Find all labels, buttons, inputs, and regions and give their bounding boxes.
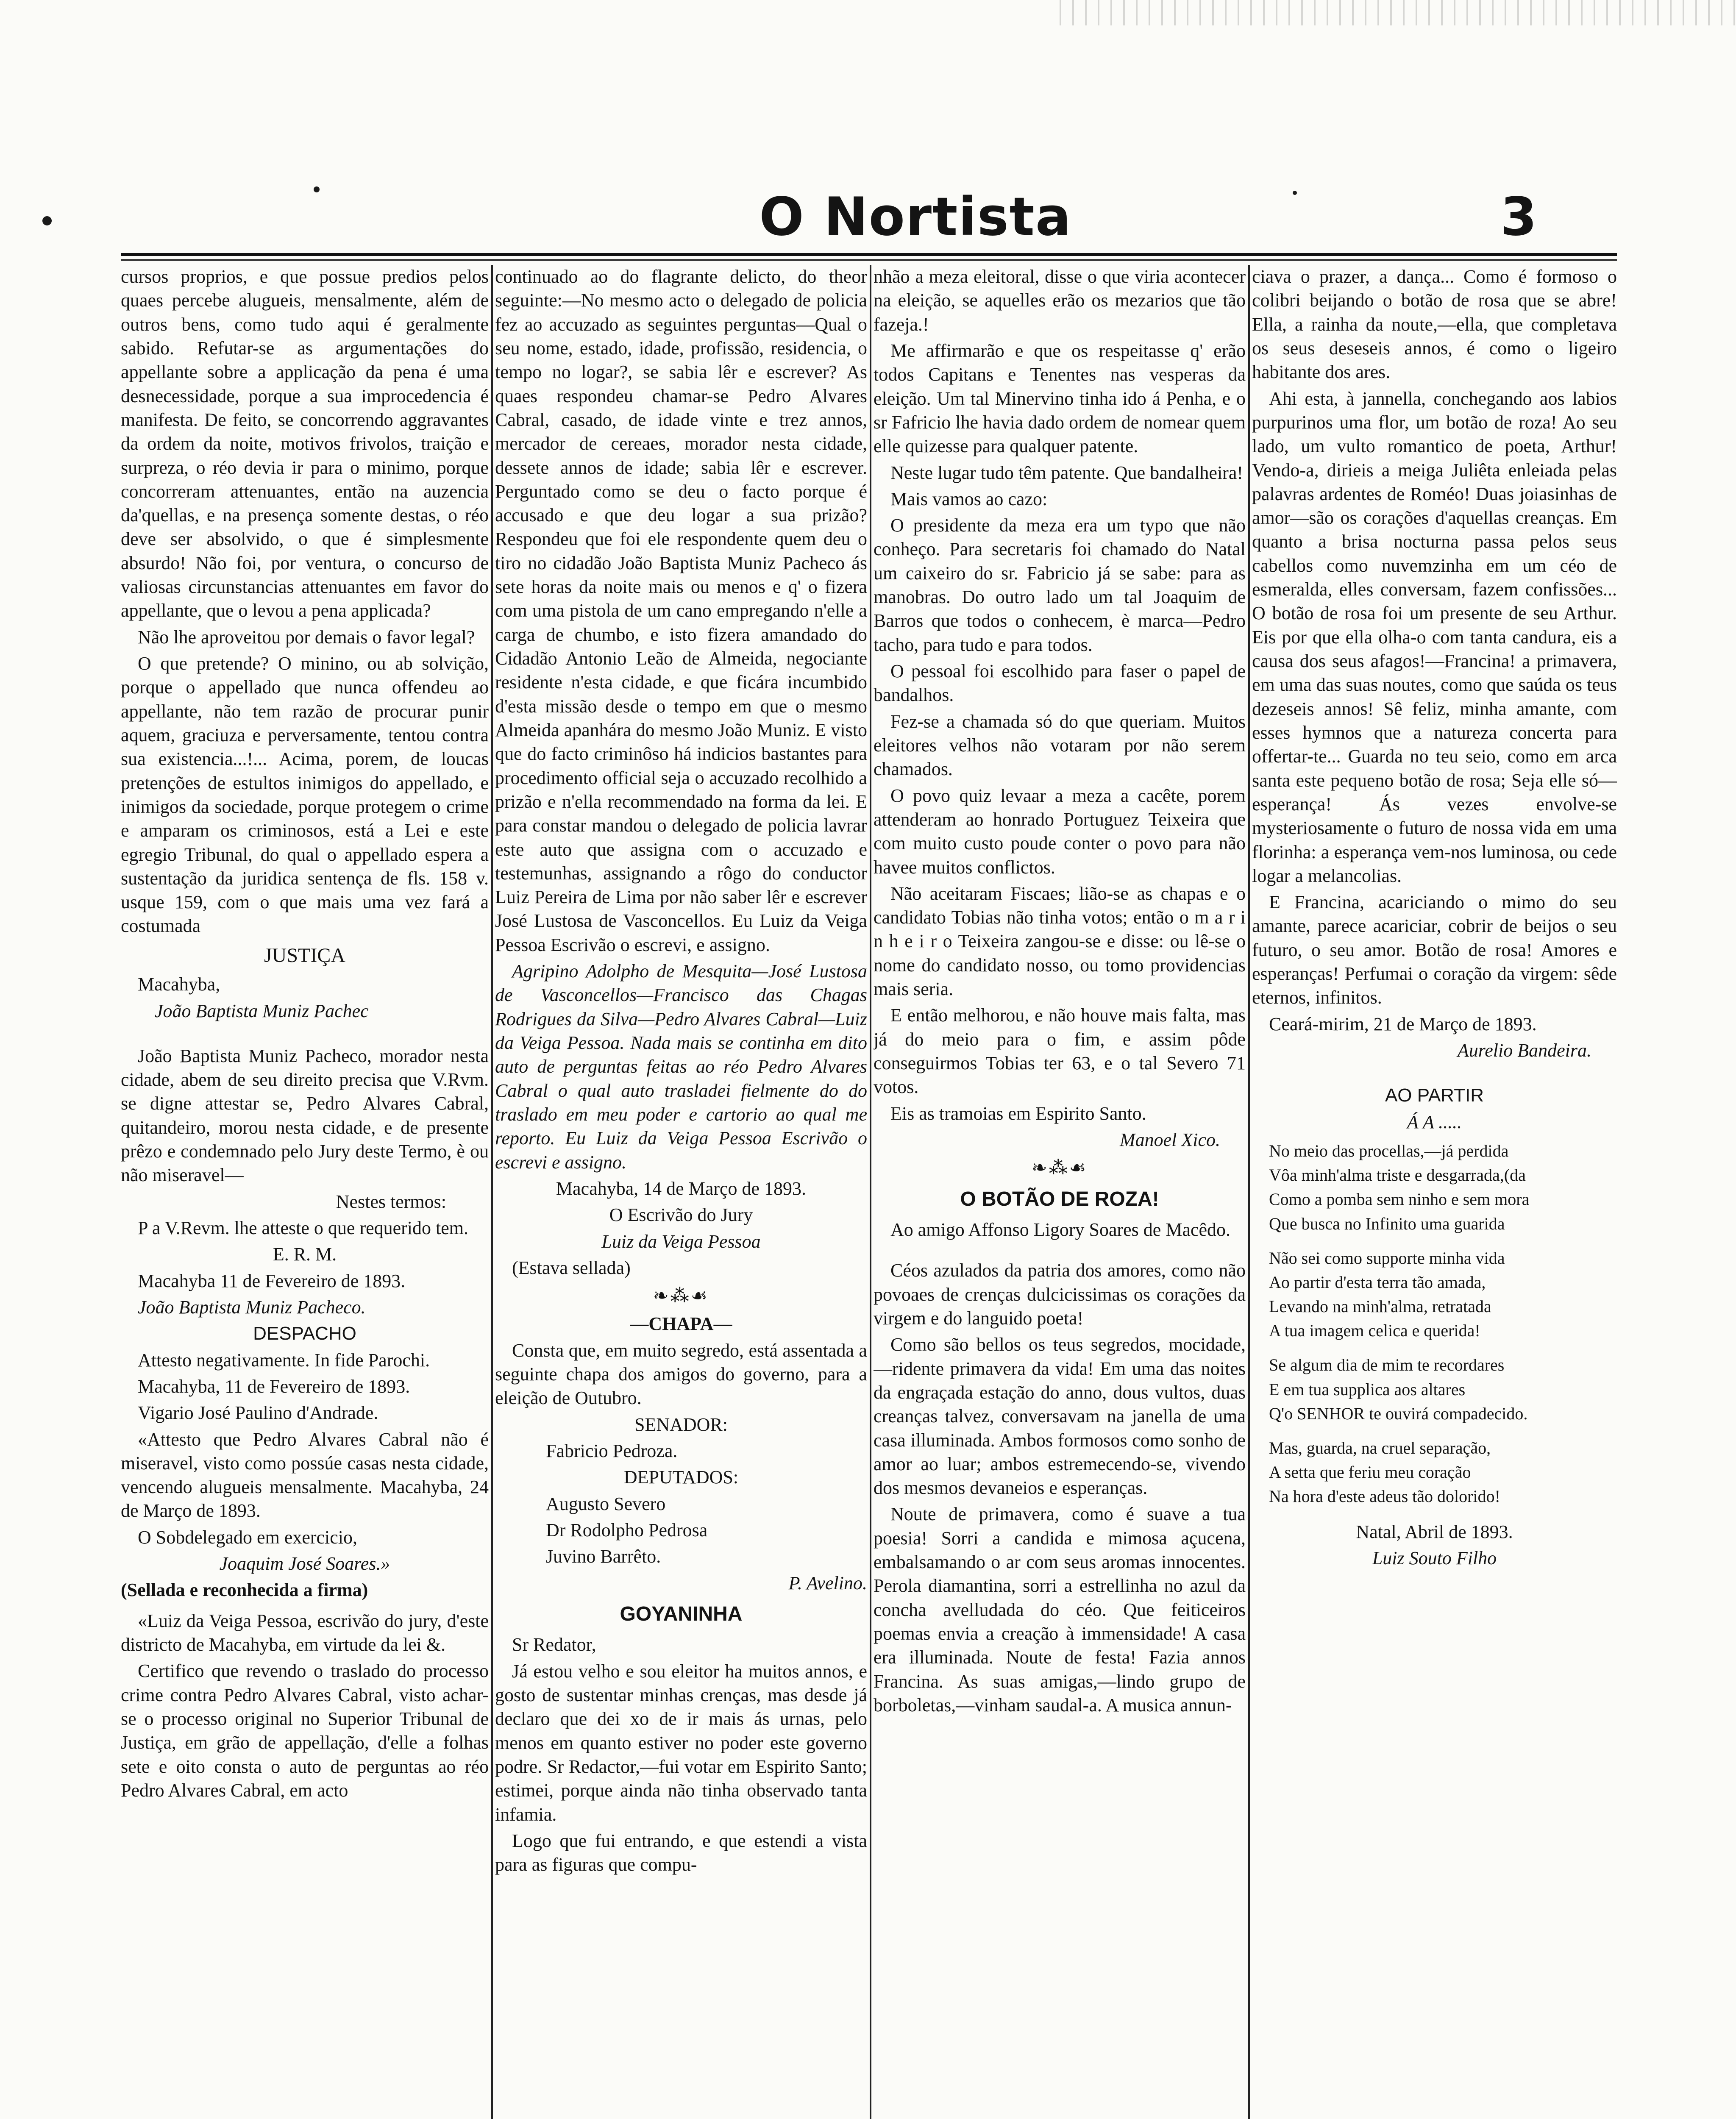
ao-partir-heading: AO PARTIR — [1385, 1085, 1484, 1106]
paragraph: O presidente da meza era um typo que não conheço. Para secretaris foi chamado do Natal um caixeiro do sr. Fabricio já se sabe: para as manobras. Do outro lado um tal Joaquim de Barros que todos o conhecem, è marca—Pedro tacho, para tudo e para todos. — [874, 515, 1246, 655]
goyaninha-heading: GOYANINHA — [620, 1602, 743, 1625]
paragraph: P a V.Revm. lhe atteste o que requerido tem. — [138, 1218, 469, 1238]
poem-line: A setta que feriu meu coração — [1269, 1463, 1471, 1482]
poem-line: Como a pomba sem ninho e sem mora — [1269, 1190, 1530, 1209]
paragraph: Céos azulados da patria dos amores, como não povoaes de crenças dulcicissimas os corações da virgem e do languido poeta! — [874, 1260, 1246, 1329]
column-divider — [870, 265, 871, 2119]
poem-line: Vôa minh'alma triste e desgarrada,(da — [1269, 1165, 1526, 1185]
signature: Luiz da Veiga Pessoa — [601, 1231, 761, 1252]
column-divider — [491, 265, 493, 2119]
masthead-rule — [121, 253, 1617, 256]
signature: Manoel Xico. — [1119, 1129, 1220, 1150]
newspaper-title: O Nortista — [759, 186, 1072, 247]
senador-label: SENADOR: — [634, 1414, 728, 1435]
vigario-line: Vigario José Paulino d'Andrade. — [138, 1402, 378, 1424]
justica-heading: JUSTIÇA — [264, 944, 346, 967]
poem-stanza — [1269, 1247, 1617, 1342]
poem-line: A tua imagem celica e querida! — [1269, 1321, 1480, 1340]
signature: João Baptista Muniz Pacheco. — [138, 1296, 366, 1318]
paragraph: Já estou velho e sou eleitor ha muitos annos, e gosto de sustentar minhas crenças, mas desde já declaro que dei xo de ir mais ás urnas, pelo menos em quanto estiver no poder este governo podre. Sr Redactor,—fui votar em Espirito Santo; estimei, porque ainda não tinha observado tanta infamia. — [495, 1660, 867, 1825]
paragraph: Neste lugar tudo têm patente. Que bandalheira! — [890, 462, 1244, 483]
poem-line: No meio das procellas,—já perdida — [1269, 1141, 1509, 1160]
erm-line: E. R. M. — [273, 1244, 337, 1265]
paragraph: João Baptista Muniz Pacheco, morador nesta cidade, abem de seu direito precisa que V.Rvm. se digne attestar se, Pedro Alvares Cabral, quitandeiro, morou nesta cidade, e de presente prêzo e condemnado pelo Jury deste Termo, è ou não miseravel— — [121, 1045, 489, 1186]
masthead-rule-thin — [121, 259, 1617, 261]
paragraph: Consta que, em muito segredo, está assentada a seguinte chapa dos amigos do governo, para a eleição de Outubro. — [495, 1340, 867, 1409]
poem-line: Que busca no Infinito uma guarida — [1269, 1214, 1505, 1233]
paragraph: Logo que fui entrando, e que estendi a vista para as figuras que compu- — [495, 1830, 867, 1875]
poem-line: Ao partir d'esta terra tão amada, — [1269, 1272, 1486, 1292]
escrivao-line: O Escrivão do Jury — [609, 1204, 753, 1226]
paragraph: nhão a meza eleitoral, disse o que viria acontecer na eleição, se aquelles erão os mezarios que tão fazeja.! — [874, 266, 1246, 335]
paragraph: Eis as tramoias em Espirito Santo. — [890, 1103, 1146, 1124]
paragraph: Como são bellos os teus segredos, mocidade,—ridente primavera da vida! Em uma das noites da engraçada estação do anno, dous vultos, duas creanças talvez, conversavam na janella de uma casa illuminada. Ambos formosos como sonho de amor ao luar; ambos estremecendo-se, vivendo dos mesmos devaneios e esperanças. — [874, 1334, 1246, 1499]
ornament-divider: ❧⁂☙ — [1031, 1157, 1088, 1179]
paragraph: Certifico que revendo o traslado do processo crime contra Pedro Alvares Cabral, visto achar-se o processo original no Superior Tribunal de Justiça, em grão de appellação, d'elle a folhas sete e oito consta o auto de perguntas ao réo Pedro Alvares Cabral, em acto — [121, 1660, 489, 1801]
senador-name: Fabricio Pedroza. — [546, 1440, 678, 1461]
signature: Luiz Souto Filho — [1372, 1547, 1497, 1568]
poem-line: Não sei como supporte minha vida — [1269, 1248, 1505, 1268]
deputado-name: Dr Rodolpho Pedrosa — [546, 1519, 708, 1541]
signature: P. Avelino. — [788, 1572, 867, 1593]
poem-stanza — [1269, 1437, 1617, 1507]
scan-noise-top — [1060, 0, 1736, 25]
paragraph: Ceará-mirim, 21 de Março de 1893. — [1269, 1013, 1537, 1034]
paragraph: Fez-se a chamada só do que queriam. Muitos eleitores velhos não votaram por não serem chamados. — [874, 711, 1246, 780]
column-4 — [1252, 265, 1617, 2119]
column-3 — [874, 265, 1246, 2119]
paragraph: Noute de primavera, como é suave a tua poesia! Sorri a candida e mimosa açucena, embalsamando o ar com seus aromas innocentes. Perola diamantina, sorri a estrellinha no azul da concha avelludada do céo. Que feiticeiros poemas envia a creação à immensidade! A casa era illuminada. Noute de festa! Fazia annos Francina. As suas amigas,—lindo grupo de borboletas,—vinham saudal-a. A musica annun- — [874, 1504, 1246, 1716]
botao-heading: O BOTÃO DE ROZA! — [960, 1187, 1159, 1210]
masthead — [0, 186, 1736, 259]
date-line: Macahyba, 11 de Fevereiro de 1893. — [138, 1376, 410, 1397]
signature: Joaquim José Soares.» — [219, 1553, 390, 1574]
estava-line: (Estava sellada) — [512, 1257, 631, 1278]
poem-line: E em tua supplica aos altares — [1269, 1379, 1466, 1399]
salutation: Sr Redator, — [512, 1634, 596, 1655]
paragraph: Mais vamos ao cazo: — [890, 488, 1048, 509]
paragraph: O povo quiz levaar a meza a cacête, porem attenderam ao honrado Portuguez Teixeira que com muito custo poude conter o povo para não havee muitos conflictos. — [874, 785, 1246, 878]
nestes-line: Nestes termos: — [336, 1191, 446, 1212]
dedication: Ao amigo Affonso Ligory Soares de Macêdo. — [890, 1219, 1231, 1240]
dedication: Á A ..... — [1407, 1111, 1462, 1132]
paragraph: O pessoal foi escolhido para faser o papel de bandalhos. — [874, 661, 1246, 706]
poem-stanza — [1269, 1140, 1617, 1235]
poem-stanza — [1269, 1354, 1617, 1424]
despacho-heading: DESPACHO — [253, 1323, 356, 1344]
poem-line: Se algum dia de mim te recordares — [1269, 1355, 1505, 1375]
deputado-name: Juvino Barrêto. — [546, 1546, 661, 1567]
signature: Aurelio Bandeira. — [1457, 1040, 1591, 1061]
paragraph: Ahi esta, à jannella, conchegando aos labios purpurinos uma flor, um botão de roza! Ao seu lado, um vulto romantico de poeta, Arthur! Vendo-a, dirieis a meiga Juliêta enleiada pelas palavras ardentes de Roméo! Duas joiasinhas de amor—são os corações d'aquellas creanças. Em quanto a brisa nocturna passa pelos seus cabellos como nuvemzinha em um céo de esmeralda, elles conversam, fazem confissões... O botão de rosa foi um presente de seu Arthur. Eis por que ella olha-o com tanta candura, eis a causa dos seus afagos!—Francina! a primavera, em uma das suas noutes, como que saúda os teus dezeseis annos! Sê feliz, minha amante, com esses hymnos que a natureza concerta para offertar-te... Guarda no teu seio, como em arca santa este pequeno botão de rosa; Seja elle só—esperança! Ás vezes envolve-se mysteriosamente o futuro de nossa vida em uma florinha: a esperança vem-nos luminosa, ou cede logar a melancolias. — [1252, 388, 1617, 886]
paragraph: continuado ao do flagrante delicto, do theor seguinte:—No mesmo acto o delegado de policia fez ao accuzado as seguintes perguntas—Qual o seu nome, estado, idade, profissão, residencia, o tempo no logar?, se sabia lêr e escrever? As quaes respondeu chamar-se Pedro Alvares Cabral, casado, de idade vinte e trez annos, mercador de cereaes, morador nesta cidade, dessete annos de idade; sabia lêr e escrever. Perguntado como se deu o facto porque é accusado e que deu logar a sua prizão? Respondeu que foi ele respondente quem deu o tiro no cidadão João Baptista Muniz Pacheco ás sete horas da noite mais ou menos e q' o fizera com uma pistola de um cano empregando n'elle a carga de chumbo, e isto fizera amandado do Cidadão Antonio Leão de Almeida, negociante residente n'esta cidade, e que ficára incumbido d'esta missão desde o tempo em que o mesmo Almeida apanhára do mesmo João Muniz. E visto que do facto criminôso há indicios bastantes para procedimento official seja o accuzado recolhido a prizão e n'ella recommendado na forma da lei. E para constar mandou o delegado de policia lavrar este auto que assigna com o accuzado e testemunhas, assignando a rôgo do conductor Luiz Pereira de Lima por não saber lêr e escrever José Lustosa de Vasconcellos. Eu Luiz da Veiga Pessoa Escrivão o escrevi, e assigno. — [495, 266, 867, 955]
paragraph: E então melhorou, e não houve mais falta, mas já do meio para o fim, e assim pôde conseguirmos Tobias ter 63, e o tal Severo 71 votos. — [874, 1005, 1246, 1098]
page-number: 3 — [1500, 186, 1537, 247]
signature: João Baptista Muniz Pachec — [155, 1000, 369, 1021]
deputado-name: Augusto Severo — [546, 1493, 666, 1514]
paragraph: Attesto negativamente. In fide Parochi. — [138, 1349, 430, 1371]
sobdelegado-line: O Sobdelegado em exercicio, — [138, 1527, 358, 1548]
paragraph: Me affirmarão e que os respeitasse q' erão todos Capitans e Tenentes nas vesperas da eleição. Um tal Minervino tinha ido á Penha, e o sr Fafricio lhe havia dado ordem de nomear quem elle quizesse para qualquer patente. — [874, 340, 1246, 457]
paragraph: cursos proprios, e que possue predios pelos quaes percebe alugueis, mensalmente, além de outros bens, como tudo aqui é geralmente sabido. Refutar-se as argumentações do appellante sobre a applicação da pena é uma desnecessidade, porque a sua improcedencia é manifesta. De feito, se concorrendo aggravantes da ordem da noite, motivos frivolos, traição e surpreza, o réo devia ir para o minimo, porque concorreram attenuantes, então na auzencia da'quellas, e na presença somente destas, o réo deve ser absolvido, o que é simplesmente absurdo! Não foi, por ventura, o concurso de valiosas circunstancias attenuantes em favor do appellante, que o levou a pena applicada? — [121, 266, 489, 621]
poem-line: Levando na minh'alma, retratada — [1269, 1297, 1491, 1316]
paragraph: ciava o prazer, a dança... Como é formoso o colibri beijando o botão de rosa que se abre! Ella, a rainha da noute,—ella, que completava os seus deseseis annos, é como o ligeiro habitante dos ares. — [1252, 266, 1617, 383]
deputados-label: DEPUTADOS: — [623, 1467, 739, 1488]
ornament-divider: ❧⁂☙ — [653, 1285, 709, 1307]
column-2 — [495, 265, 867, 2119]
paragraph: Não lhe aproveitou por demais o favor legal? — [138, 626, 475, 648]
date-line: Macahyba 11 de Fevereiro de 1893. — [138, 1270, 406, 1291]
column-divider — [1248, 265, 1250, 2119]
poem-line: Mas, guarda, na cruel separação, — [1269, 1438, 1491, 1457]
paragraph: E Francina, acariciando o mimo do seu amante, parece acariciar, cobrir de beijos o seu futuro, o seu amor. Botão de rosa! Amores e esperanças! Perfumai o coração da virgem: sêde eternos, infinitos. — [1252, 892, 1617, 1008]
date-line: Natal, Abril de 1893. — [1356, 1521, 1513, 1542]
paragraph: «Luiz da Veiga Pessoa, escrivão do jury, d'este districto de Macahyba, em virtude da lei &. — [121, 1610, 489, 1655]
place-line: Macahyba, — [138, 974, 220, 995]
poem-line: Q'o SENHOR te ouvirá compadecido. — [1269, 1404, 1528, 1423]
column-1 — [121, 265, 489, 2119]
sellada-line: (Sellada e reconhecida a firma) — [121, 1580, 368, 1601]
paragraph: O que pretende? O minino, ou ab solvição, porque o appellado que nunca offendeu ao appellante, não tem razão de procurar punir aquem, graciuza e perversamente, tentou contra sua existencia...!... Acima, porem, de loucas pretenções de estultos inimigos do appellado, e inimigos da sociedade, porque protegem o crime e amparam os criminosos, está a Lei e este egregio Tribunal, do qual o appellado espera a sustentação da juridica sentença de fls. 158 v. usque 159, com o que mais uma vez fará a costumada — [121, 653, 489, 937]
paragraph: «Attesto que Pedro Alvares Cabral não é miseravel, visto como possúe casas nesta cidade, vencendo alugueis mensalmente. Macahyba, 24 de Março de 1893. — [121, 1429, 489, 1521]
paragraph: Não aceitaram Fiscaes; lião-se as chapas e o candidato Tobias não tinha votos; então o m a r i n h e i r o Teixeira zangou-se e disse: ou lê-se o nome do candidato nosso, ou tomo providencias mais seria. — [874, 883, 1246, 1000]
date-line: Macahyba, 14 de Março de 1893. — [556, 1178, 807, 1199]
poem-line: Na hora d'este adeus tão dolorido! — [1269, 1487, 1500, 1506]
paragraph: Agripino Adolpho de Mesquita—José Lustosa de Vasconcellos—Francisco das Chagas Rodrigues da Silva—Pedro Alvares Cabral—Luiz da Veiga Pessoa. Nada mais se continha em dito auto de perguntas feitas ao réo Pedro Alvares Cabral o qual auto trasladei fielmente do do traslado em meu poder e cartorio ao qual me reporto. Eu Luiz da Veiga Pessoa Escrivão o escrevi e assigno. — [495, 961, 867, 1173]
chapa-heading: —CHAPA— — [630, 1313, 732, 1335]
